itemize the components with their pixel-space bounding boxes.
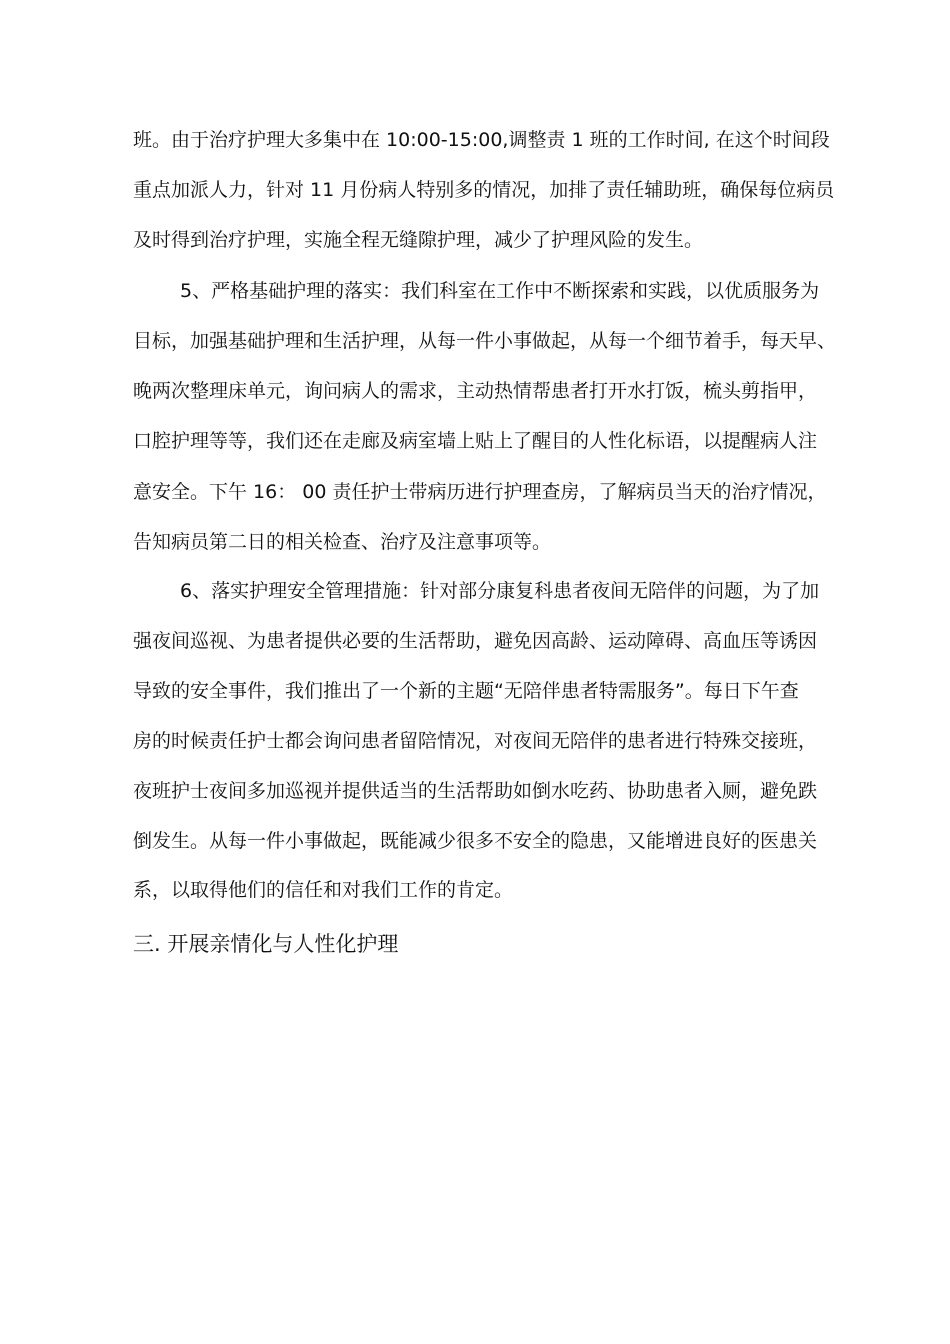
text-line: 重点加派人力，针对 11 月份病人特别多的情况，加排了责任辅助班，确保每位病员 (133, 179, 835, 201)
paragraph-6-first-line: 6、落实护理安全管理措施：针对部分康复科患者夜间无陪伴的问题，为了加 (180, 580, 820, 602)
text-line: 房的时候责任护士都会询问患者留陪情况，对夜间无陪伴的患者进行特殊交接班， (133, 730, 818, 752)
section-heading: 三. 开展亲情化与人性化护理 (133, 932, 399, 956)
text-line: 晚两次整理床单元，询问病人的需求，主动热情帮患者打开水打饭，梳头剪指甲， (133, 380, 818, 402)
text-line: 夜班护士夜间多加巡视并提供适当的生活帮助如倒水吃药、协助患者入厕，避免跌 (133, 780, 818, 802)
text-line: 口腔护理等等，我们还在走廊及病室墙上贴上了醒目的人性化标语，以提醒病人注 (133, 430, 818, 452)
text-line: 倒发生。从每一件小事做起，既能减少很多不安全的隐患，又能增进良好的医患关 (133, 830, 818, 852)
text-line: 及时得到治疗护理，实施全程无缝隙护理，减少了护理风险的发生。 (133, 229, 704, 251)
text-line: 意安全。下午 16： 00 责任护士带病历进行护理查房，了解病员当天的治疗情况， (133, 481, 827, 503)
text-line: 目标，加强基础护理和生活护理，从每一件小事做起，从每一个细节着手，每天早、 (133, 330, 837, 352)
text-line: 班。由于治疗护理大多集中在 10:00-15:00,调整责 1 班的工作时间, 在这个时间段 (133, 129, 830, 151)
text-line: 强夜间巡视、为患者提供必要的生活帮助，避免因高龄、运动障碍、高血压等诱因 (133, 630, 818, 652)
text-line: 导致的安全事件，我们推出了一个新的主题“无陪伴患者特需服务”。每日下午查 (133, 680, 799, 702)
paragraph-5-first-line: 5、严格基础护理的落实：我们科室在工作中不断探索和实践，以优质服务为 (180, 280, 820, 302)
text-line: 告知病员第二日的相关检查、治疗及注意事项等。 (133, 531, 552, 553)
text-line: 系，以取得他们的信任和对我们工作的肯定。 (133, 879, 514, 901)
